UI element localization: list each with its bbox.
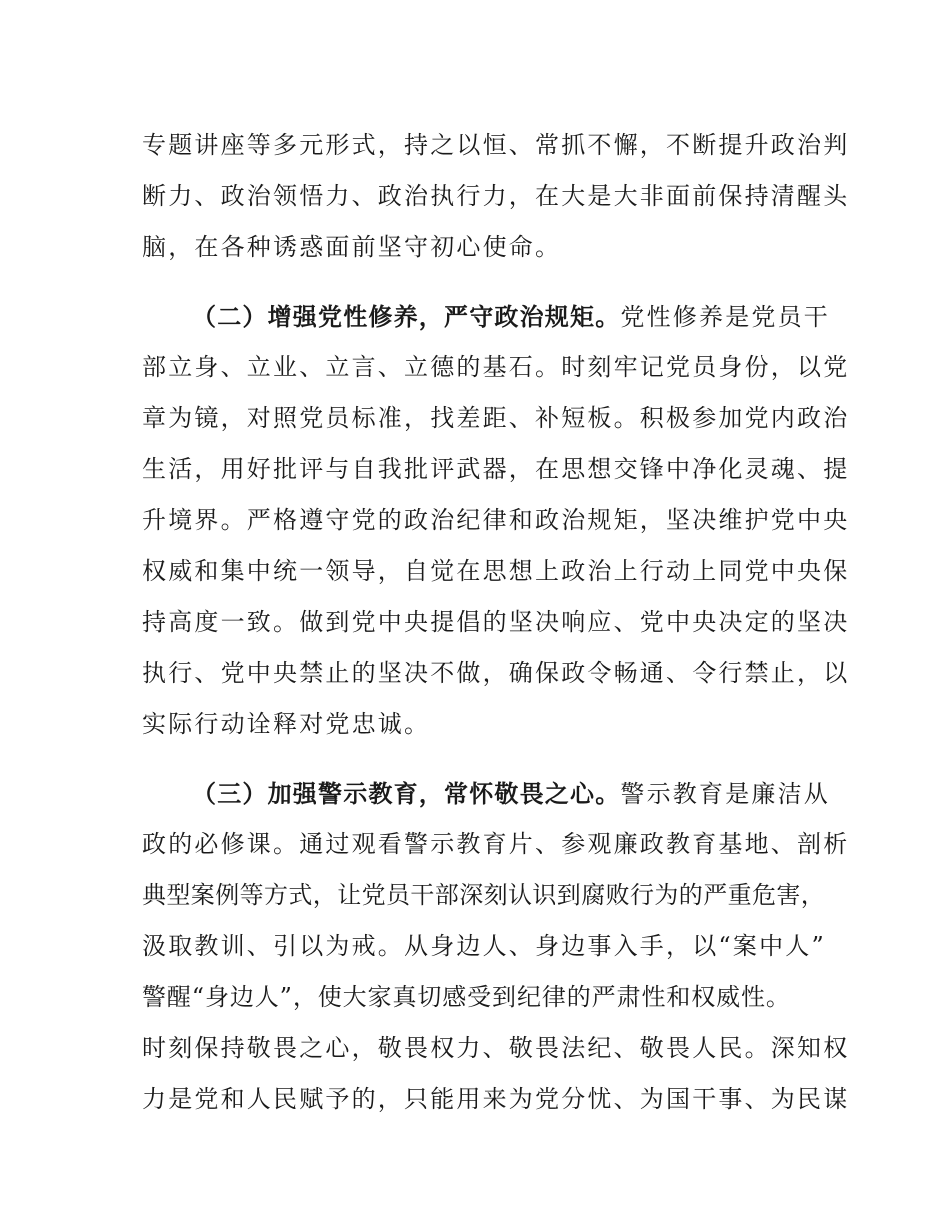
paragraph-2: [142, 291, 850, 750]
paragraph-3-line: 力是党和人民赋予的，只能用来为党分忧、为国干事、为民谋: [142, 1085, 850, 1113]
paragraph-1-line: 断力、政治领悟力、政治执行力，在大是大非面前保持清醒头: [142, 182, 850, 210]
paragraph-3-first-line: [142, 768, 831, 819]
paragraph-1-line: 脑，在各种诱惑面前坚守初心使命。: [142, 233, 562, 261]
paragraph-2-line: 执行、党中央禁止的坚决不做，确保政令畅通、令行禁止，以: [142, 659, 850, 687]
paragraph-2-line: 部立身、立业、立言、立德的基石。时刻牢记党员身份，以党: [142, 353, 850, 381]
paragraph-2-first-line: [142, 291, 831, 342]
section-heading-2: （二）增强党性修养，严守政治规矩。: [192, 302, 621, 331]
paragraph-3-lead-text: 警示教育是廉洁从: [620, 780, 831, 808]
paragraph-3-line: 汲取教训、引以为戒。从身边人、身边事入手，以“案中人”: [142, 932, 826, 960]
paragraph-2-line: 实际行动诠释对党忠诚。: [142, 710, 431, 738]
paragraph-3-line: 政的必修课。通过观看警示教育片、参观廉政教育基地、剖析: [142, 830, 850, 858]
paragraph-2-line: 权威和集中统一领导，自觉在思想上政治上行动上同党中央保: [142, 557, 850, 585]
paragraph-1-line: 专题讲座等多元形式，持之以恒、常抓不懈，不断提升政治判: [142, 131, 850, 159]
document-page: [142, 120, 850, 1125]
section-heading-3: （三）加强警示教育，常怀敬畏之心。: [192, 779, 621, 808]
paragraph-3-line: 时刻保持敬畏之心，敬畏权力、敬畏法纪、敬畏人民。深知权: [142, 1034, 850, 1062]
paragraph-2-line: 升境界。严格遵守党的政治纪律和政治规矩，坚决维护党中央: [142, 506, 850, 534]
paragraph-2-line: 持高度一致。做到党中央提倡的坚决响应、党中央决定的坚决: [142, 608, 850, 636]
paragraph-3: [142, 768, 850, 1125]
paragraph-1: [142, 120, 850, 273]
paragraph-3-line: 典型案例等方式，让党员干部深刻认识到腐败行为的严重危害，: [142, 881, 826, 909]
paragraph-2-lead-text: 党性修养是党员干: [620, 303, 831, 331]
paragraph-2-line: 生活，用好批评与自我批评武器，在思想交锋中净化灵魂、提: [142, 455, 850, 483]
paragraph-2-line: 章为镜，对照党员标准，找差距、补短板。积极参加党内政治: [142, 404, 850, 432]
paragraph-3-line: 警醒“身边人”，使大家真切感受到纪律的严肃性和权威性。: [142, 983, 791, 1011]
